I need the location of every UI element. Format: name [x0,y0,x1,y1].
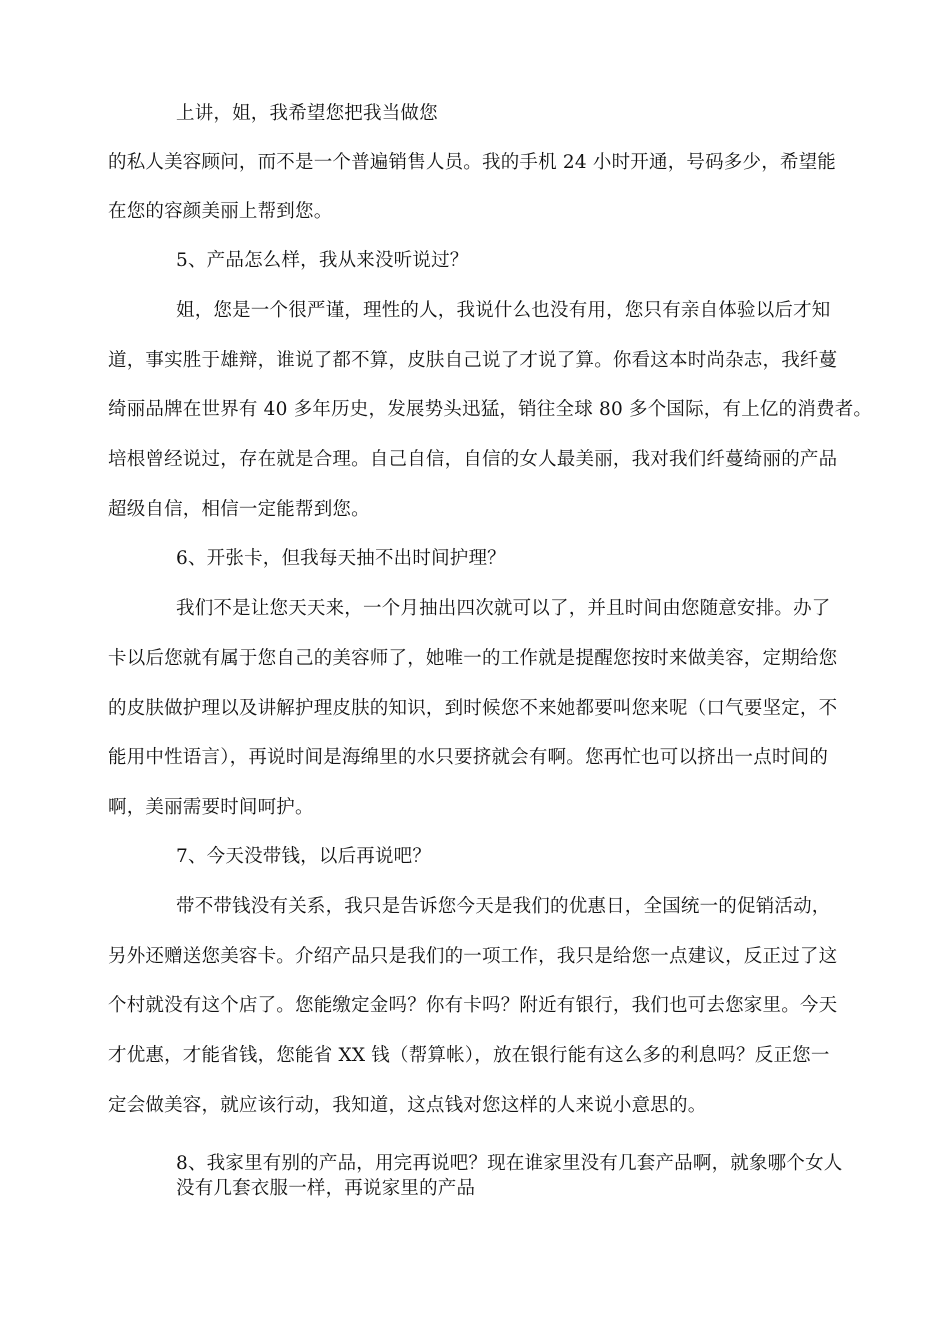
text-line: 能用中性语言），再说时间是海绵里的水只要挤就会有啊。您再忙也可以挤出一点时间的 [108,747,829,768]
section-heading-6: 6、开张卡，但我每天抽不出时间护理？ [176,548,506,569]
text-line: 另外还赠送您美容卡。介绍产品只是我们的一项工作，我只是给您一点建议，反正过了这 [108,946,838,967]
text-line: 培根曾经说过，存在就是合理。自己自信，自信的女人最美丽，我对我们纤蔓绮丽的产品 [108,449,838,470]
section-heading-7: 7、今天没带钱，以后再说吧？ [176,846,432,867]
text-line: 道，事实胜于雄辩，谁说了都不算，皮肤自己说了才说了算。你看这本时尚杂志，我纤蔓 [108,350,838,371]
text-line: 带不带钱没有关系，我只是告诉您今天是我们的优惠日，全国统一的促销活动， [176,896,831,917]
text-line: 在您的容颜美丽上帮到您。 [108,201,333,222]
text-line: 绮丽品牌在世界有 40 多年历史，发展势头迅猛，销往全球 80 多个国际，有上亿的消费者。 [108,399,873,420]
text-line: 的私人美容顾问，而不是一个普遍销售人员。我的手机 24 小时开通，号码多少，希望能 [108,152,837,173]
section-heading-8: 8、我家里有别的产品，用完再说吧？现在谁家里没有几套产品啊，就象哪个女人 [176,1153,843,1174]
text-line: 没有几套衣服一样，再说家里的产品 [176,1178,476,1199]
text-line: 超级自信，相信一定能帮到您。 [108,499,370,520]
text-line: 我们不是让您天天来，一个月抽出四次就可以了，并且时间由您随意安排。办了 [176,598,831,619]
text-line: 的皮肤做护理以及讲解护理皮肤的知识，到时候您不来她都要叫您来呢（口气要坚定，不 [108,698,838,719]
text-line: 卡以后您就有属于您自己的美容师了，她唯一的工作就是提醒您按时来做美容，定期给您 [108,648,838,669]
text-line: 才优惠，才能省钱，您能省 XX 钱（帮算帐），放在银行能有这么多的利息吗？反正您一 [108,1045,830,1066]
section-heading-5: 5、产品怎么样，我从来没听说过？ [176,250,469,271]
text-line: 个村就没有这个店了。您能缴定金吗？你有卡吗？附近有银行，我们也可去您家里。今天 [108,995,838,1016]
text-line: 啊，美丽需要时间呵护。 [108,797,314,818]
text-line: 姐，您是一个很严谨，理性的人，我说什么也没有用，您只有亲自体验以后才知 [176,300,831,321]
text-line: 上讲，姐，我希望您把我当做您 [176,103,438,124]
text-line: 定会做美容，就应该行动，我知道，这点钱对您这样的人来说小意思的。 [108,1095,707,1116]
